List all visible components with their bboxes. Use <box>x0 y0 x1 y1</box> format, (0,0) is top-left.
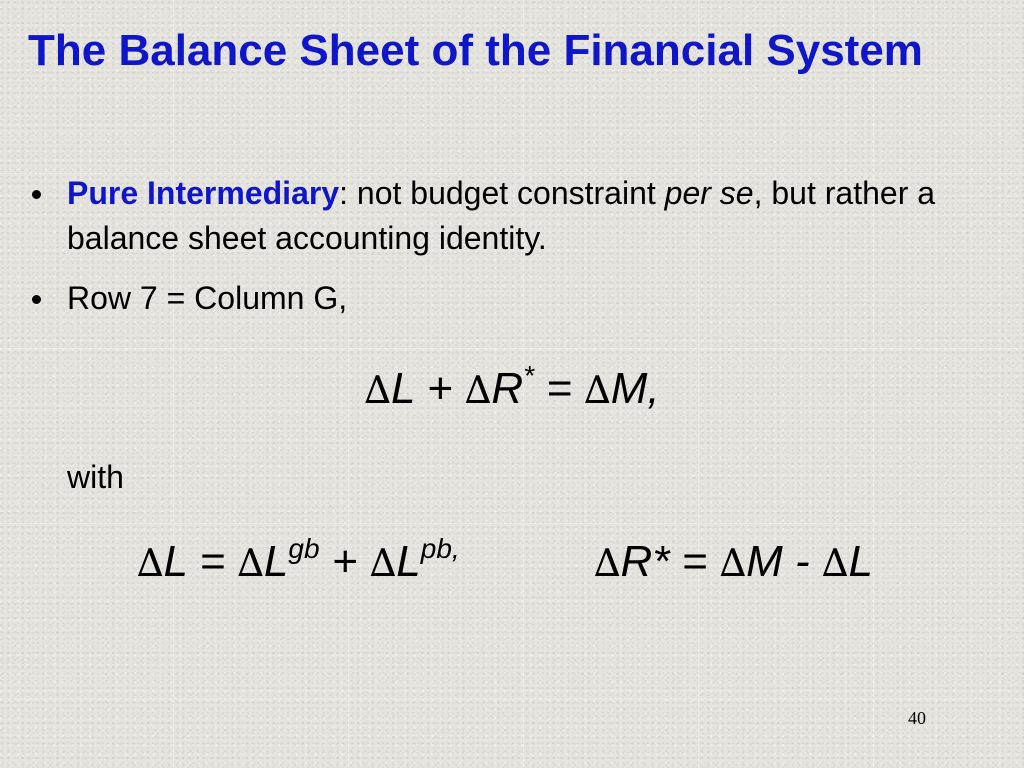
eq-term: R* = <box>620 537 720 586</box>
delta-symbol: ∆ <box>584 368 611 412</box>
bullet-dot-icon <box>32 190 41 199</box>
equation-main <box>0 362 1024 417</box>
slide-title: The Balance Sheet of the Financial System <box>28 26 923 75</box>
eq-term: + <box>319 537 370 586</box>
delta-symbol: ∆ <box>369 541 397 585</box>
eq-term: L + <box>390 364 465 413</box>
eq-superscript: gb <box>288 533 320 564</box>
eq-term: M - <box>746 537 822 586</box>
with-label: with <box>67 459 124 495</box>
eq-term: M, <box>610 364 660 413</box>
bullet-text: Row 7 = Column G, <box>67 280 348 316</box>
delta-symbol: ∆ <box>594 541 621 585</box>
bullet-item-pure-intermediary <box>32 171 962 261</box>
delta-symbol: ∆ <box>464 368 492 412</box>
italic-per-se: per se <box>664 175 754 211</box>
equation-lending <box>137 535 460 590</box>
delta-symbol: ∆ <box>364 368 391 412</box>
page-number: 40 <box>908 708 926 728</box>
eq-superscript: pb, <box>420 533 460 564</box>
delta-symbol: ∆ <box>237 541 264 585</box>
eq-term: L = <box>163 537 238 586</box>
bullet-text <box>67 171 962 261</box>
delta-symbol: ∆ <box>137 541 164 585</box>
eq-term: L <box>396 537 421 586</box>
eq-superscript: * <box>523 360 534 391</box>
delta-symbol: ∆ <box>719 541 747 585</box>
eq-term: = <box>534 364 585 413</box>
bullet-text-part: , but rather a balance sheet accounting identity. <box>67 175 936 256</box>
eq-term: R <box>491 364 524 413</box>
eq-term: L <box>263 537 289 586</box>
bullet-item-row-column <box>32 276 962 321</box>
bullet-text-part: : not budget constraint <box>339 175 665 211</box>
term-pure-intermediary: Pure Intermediary <box>67 175 340 211</box>
eq-term: L <box>848 537 873 586</box>
bullet-dot-icon <box>32 295 41 304</box>
equation-reserves <box>594 535 873 590</box>
delta-symbol: ∆ <box>821 541 849 585</box>
